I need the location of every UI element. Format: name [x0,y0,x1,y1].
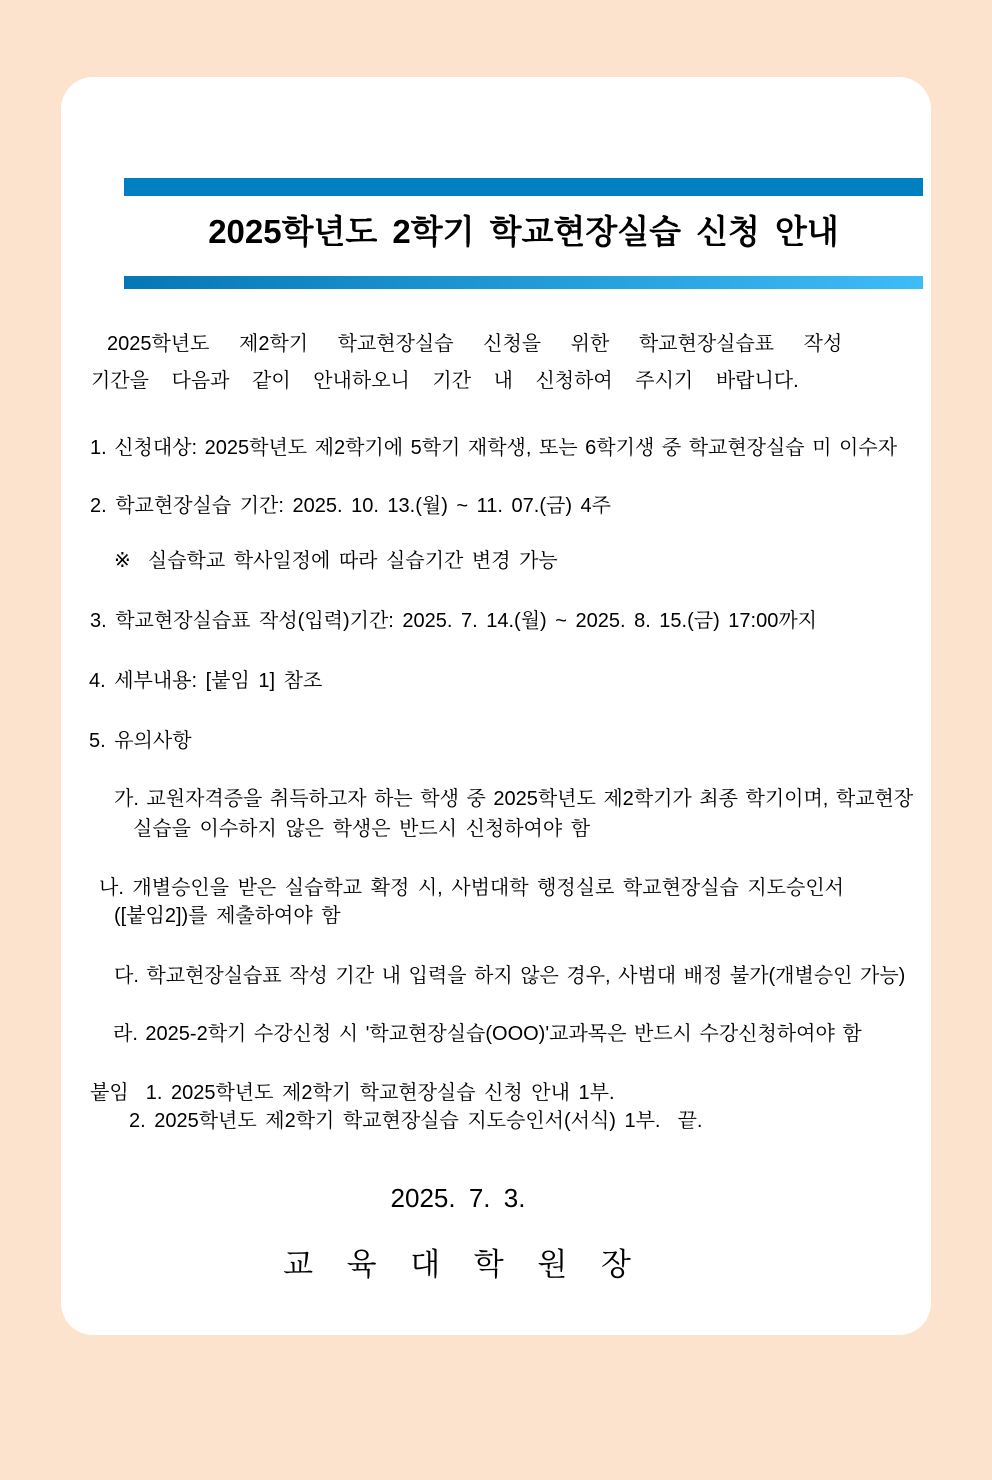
list-item-2-period: 2. 학교현장실습 기간: 2025. 10. 13.(월) ~ 11. 07.(금) 4주 [90,495,611,517]
intro-line-2: 기간을 다음과 같이 안내하오니 기간 내 신청하여 주시기 바랍니다. [91,370,799,392]
caution-ra: 라. 2025-2학기 수강신청 시 '학교현장실습(OOO)'교과목은 반드시 수강신청하여야 함 [113,1023,862,1045]
list-item-2-note: ※ 실습학교 학사일정에 따라 실습기간 변경 가능 [114,550,558,572]
page-title: 2025학년도 2학기 학교현장실습 신청 안내 [208,213,839,250]
caution-na-line-1: 나. 개별승인을 받은 실습학교 확정 시, 사범대학 행정실로 학교현장실습 지도승인서 [99,877,845,899]
document-date: 2025. 7. 3. [390,1183,526,1213]
list-item-4-details: 4. 세부내용: [붙임 1] 참조 [89,670,323,692]
attachment-line-2: 2. 2025학년도 제2학기 학교현장실습 지도승인서(서식) 1부. 끝. [129,1110,703,1132]
attachment-line-1: 붙임 1. 2025학년도 제2학기 학교현장실습 신청 안내 1부. [90,1082,615,1104]
signer-title: 교 육 대 학 원 장 [283,1247,633,1282]
caution-ga-line-1: 가. 교원자격증을 취득하고자 하는 학생 중 2025학년도 제2학기가 최종 학기이며, 학교현장 [114,788,914,810]
title-top-bar [124,178,923,196]
list-item-3-entry-period: 3. 학교현장실습표 작성(입력)기간: 2025. 7. 14.(월) ~ 2025. 8. 15.(금) 17:00까지 [90,610,817,632]
title-gradient-bar [124,276,923,289]
caution-da: 다. 학교현장실습표 작성 기간 내 입력을 하지 않은 경우, 사범대 배정 불가(개별승인 가능) [114,965,906,987]
notice-card [61,77,931,1335]
document-page [0,77,992,1480]
list-item-1-target: 1. 신청대상: 2025학년도 제2학기에 5학기 재학생, 또는 6학기생 중 학교현장실습 미 이수자 [90,437,898,459]
intro-line-1: 2025학년도 제2학기 학교현장실습 신청을 위한 학교현장실습표 작성 [107,333,843,355]
notice-body [61,289,931,1284]
caution-ga-line-2: 실습을 이수하지 않은 학생은 반드시 신청하여야 함 [133,818,591,840]
caution-na-line-2: ([붙임2])를 제출하여야 함 [114,905,341,927]
list-item-5-cautions: 5. 유의사항 [89,730,192,752]
